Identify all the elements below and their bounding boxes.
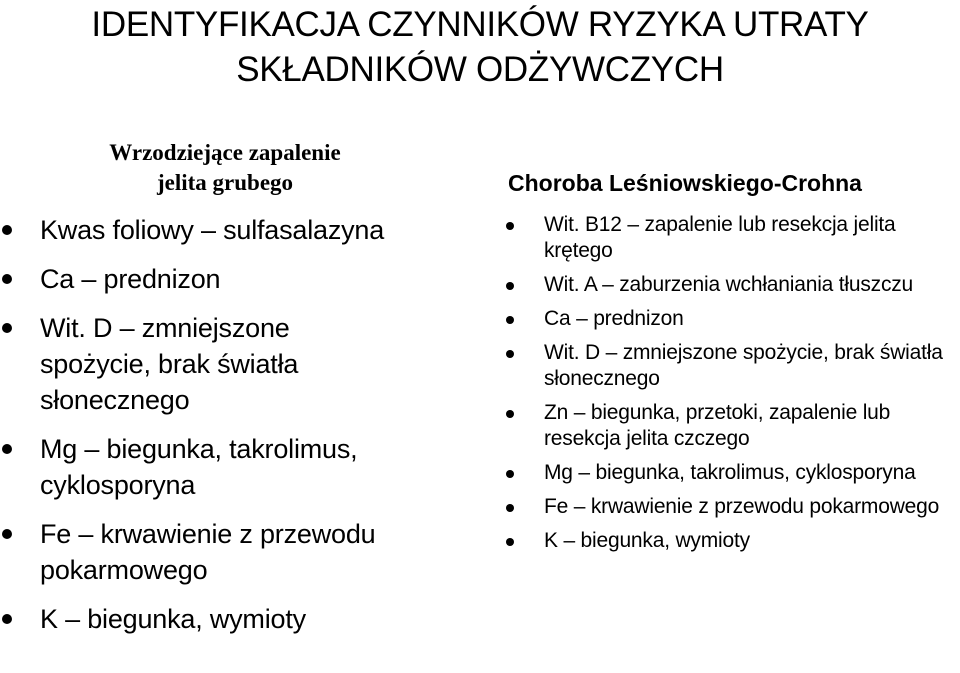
list-item-text: Wit. D – zmniejszone spożycie, brak światła słonecznego [40, 313, 299, 415]
page-title-line-2: SKŁADNIKÓW ODŻYWCZYCH [236, 50, 724, 89]
list-item [0, 516, 470, 588]
bullet-icon [2, 274, 12, 284]
right-column-heading: Choroba Leśniowskiego-Crohna [508, 170, 862, 196]
list-item [0, 601, 470, 637]
bullet-icon [506, 470, 514, 478]
list-item [0, 261, 470, 297]
left-heading-line-1: Wrzodziejące zapalenie [109, 140, 341, 165]
list-item [500, 400, 960, 452]
list-item [500, 528, 956, 554]
list-item-text: Wit. D – zmniejszone spożycie, brak światła słonecznego [544, 341, 943, 390]
list-item-text: Mg – biegunka, takrolimus, cyklosporyna [40, 434, 358, 500]
bullet-icon [506, 538, 514, 546]
list-item-text: Zn – biegunka, przetoki, zapalenie lub resekcja jelita czczego [544, 401, 891, 450]
bullet-icon [506, 410, 514, 418]
bullet-icon [2, 614, 12, 624]
list-item [0, 310, 380, 418]
list-item [500, 272, 956, 298]
list-item-text: Fe – krwawienie z przewodu pokarmowego [544, 495, 940, 518]
list-item-text: Wit. B12 – zapalenie lub resekcja jelita krętego [544, 213, 896, 262]
left-factor-list [0, 212, 480, 650]
right-factor-list [500, 212, 960, 562]
list-item [0, 212, 470, 248]
list-item-text: Kwas foliowy – sulfasalazyna [40, 215, 385, 245]
bullet-icon [506, 222, 514, 230]
left-column-heading [60, 138, 390, 198]
list-item-text: K – biegunka, wymioty [40, 604, 306, 634]
list-item [500, 212, 956, 264]
list-item [500, 494, 956, 520]
list-item [0, 431, 470, 503]
list-item-text: Ca – prednizon [40, 264, 221, 294]
bullet-icon [506, 504, 514, 512]
left-heading-line-2: jelita grubego [156, 170, 294, 195]
page-title [0, 2, 960, 92]
list-item-text: Mg – biegunka, takrolimus, cyklosporyna [544, 461, 916, 484]
list-item-text: Wit. A – zaburzenia wchłaniania tłuszczu [544, 273, 914, 296]
bullet-icon [506, 350, 514, 358]
bullet-icon [506, 282, 514, 290]
bullet-icon [2, 529, 12, 539]
list-item [500, 340, 956, 392]
list-item [500, 460, 956, 486]
bullet-icon [506, 316, 514, 324]
bullet-icon [2, 225, 12, 235]
bullet-icon [2, 444, 12, 454]
bullet-icon [2, 323, 12, 333]
list-item-text: K – biegunka, wymioty [544, 529, 750, 552]
page-title-line-1: IDENTYFIKACJA CZYNNIKÓW RYZYKA UTRATY [91, 5, 869, 44]
list-item-text: Fe – krwawienie z przewodu pokarmowego [40, 519, 376, 585]
list-item-text: Ca – prednizon [544, 307, 684, 330]
list-item [500, 306, 956, 332]
